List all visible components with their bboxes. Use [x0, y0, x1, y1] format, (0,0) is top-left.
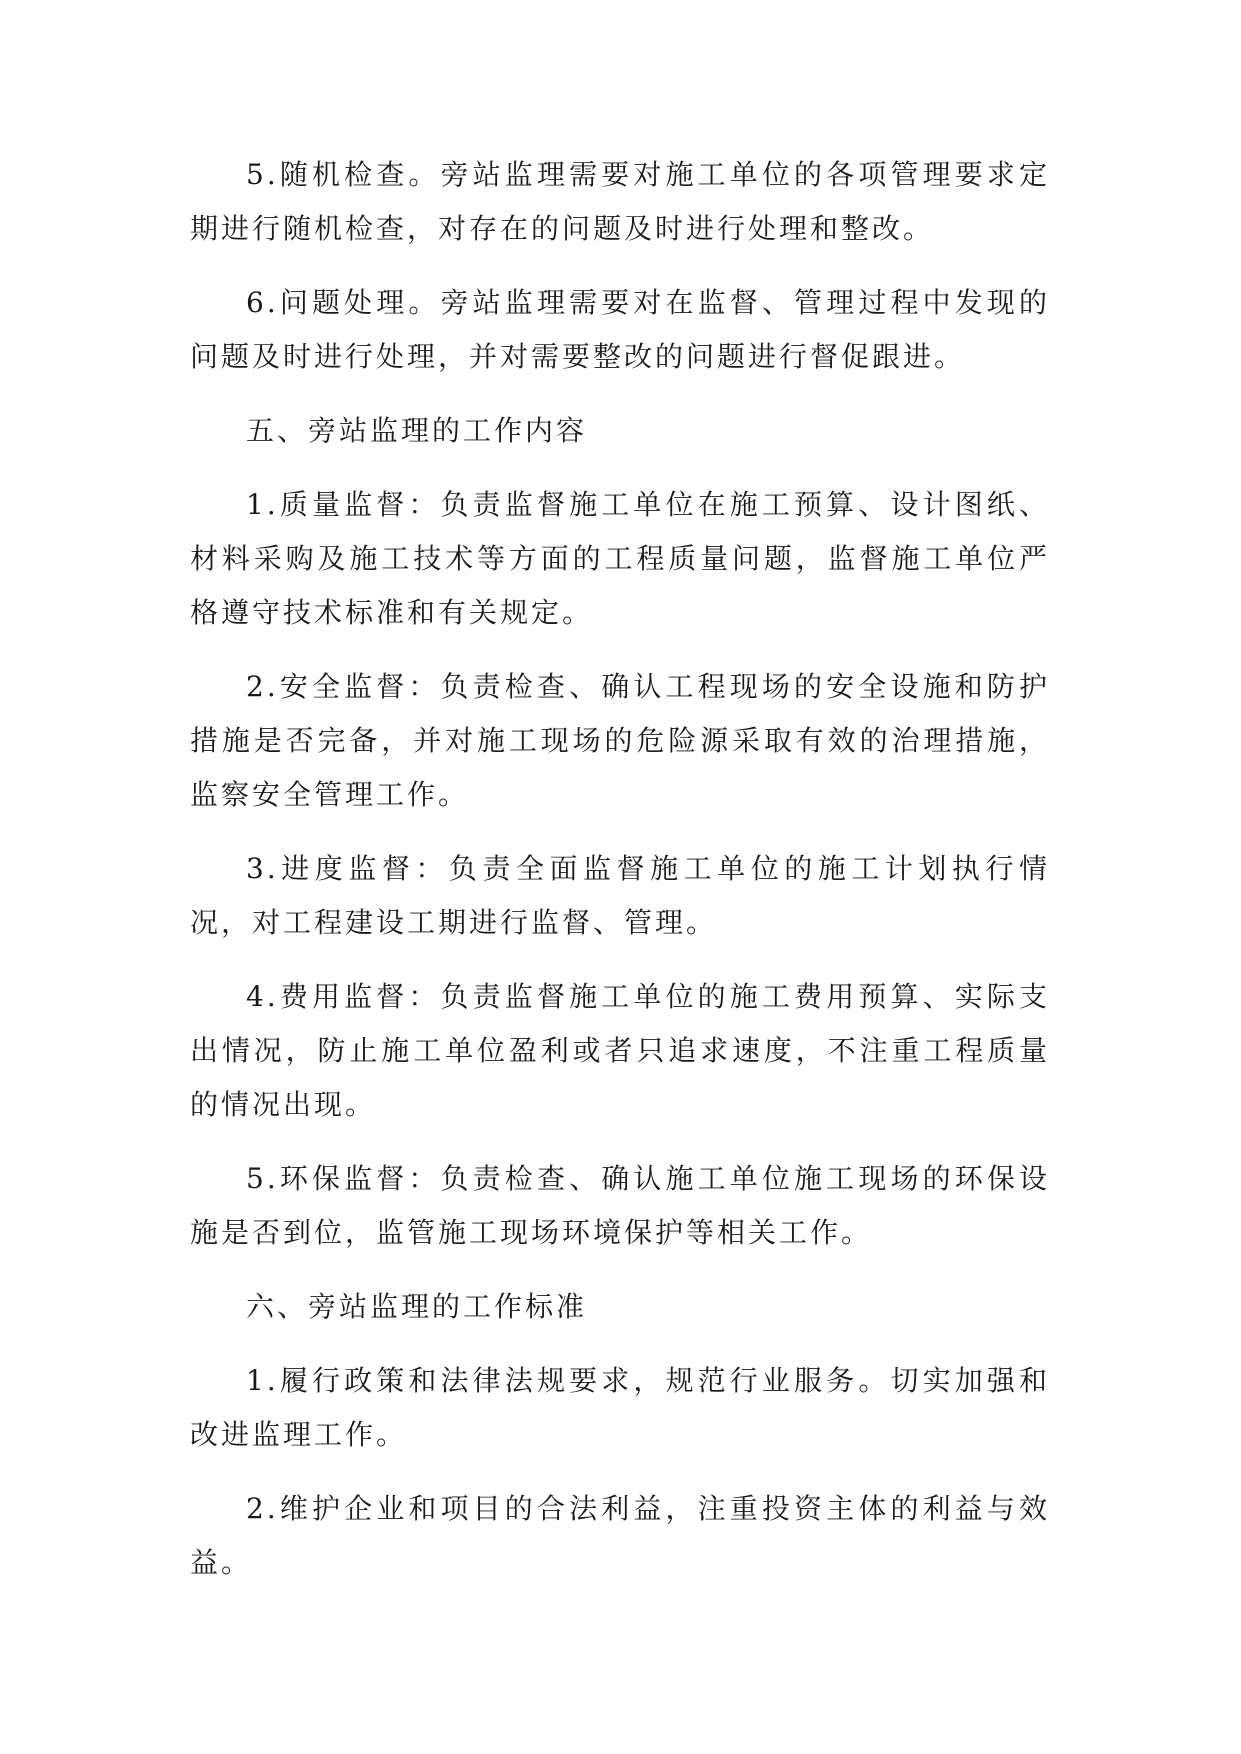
paragraph-progress-supervision: 3.进度监督：负责全面监督施工单位的施工计划执行情况，对工程建设工期进行监督、管理。: [190, 852, 1050, 939]
paragraph-problem-handling: 6.问题处理。旁站监理需要对在监督、管理过程中发现的问题及时进行处理，并对需要整改的问题进行督促跟进。: [190, 286, 1050, 373]
paragraph-environmental-supervision: 5.环保监督：负责检查、确认施工单位施工现场的环保设施是否到位，监管施工现场环境保护等相关工作。: [190, 1162, 1050, 1249]
paragraph-policy-compliance: 1.履行政策和法律法规要求，规范行业服务。切实加强和改进监理工作。: [190, 1364, 1050, 1451]
paragraph-random-inspection: 5.随机检查。旁站监理需要对施工单位的各项管理要求定期进行随机检查，对存在的问题及时进行处理和整改。: [190, 158, 1050, 245]
section-heading-work-standards: 六、旁站监理的工作标准: [246, 1290, 588, 1323]
paragraph-legal-interests: 2.维护企业和项目的合法利益，注重投资主体的利益与效益。: [190, 1492, 1050, 1579]
paragraph-cost-supervision: 4.费用监督：负责监督施工单位的施工费用预算、实际支出情况，防止施工单位盈利或者只追求速度，不注重工程质量的情况出现。: [190, 980, 1050, 1121]
paragraph-safety-supervision: 2.安全监督：负责检查、确认工程现场的安全设施和防护措施是否完备，并对施工现场的危险源采取有效的治理措施，监察安全管理工作。: [190, 670, 1050, 811]
section-heading-work-content: 五、旁站监理的工作内容: [246, 414, 588, 447]
document-page: [190, 148, 1050, 1610]
paragraph-quality-supervision: 1.质量监督：负责监督施工单位在施工预算、设计图纸、材料采购及施工技术等方面的工程质量问题，监督施工单位严格遵守技术标准和有关规定。: [190, 488, 1050, 629]
